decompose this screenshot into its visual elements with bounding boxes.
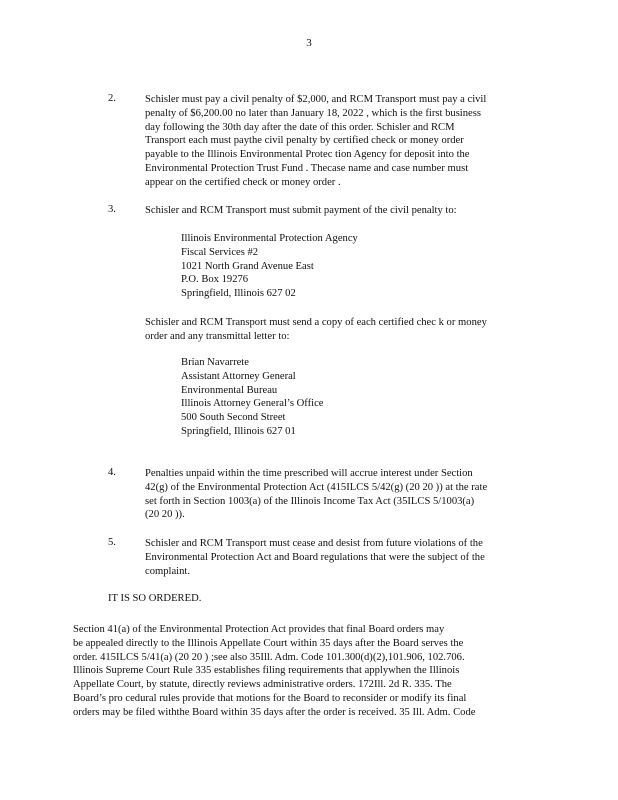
address-line: P.O. Box 19276 [181, 274, 249, 286]
text-line: Illinois Supreme Court Rule 335 establishes filing requirements that applywhen the Illinois [73, 665, 460, 677]
address-line: Environmental Bureau [181, 384, 278, 396]
text-line: 42(g) of the Environmental Protection Act (415ILCS 5/42(g) (20 20 )) at the rate [145, 481, 488, 493]
text-line: Environmental Protection Act and Board regulations that were the subject of the [145, 551, 485, 563]
text-line: Schisler must pay a civil penalty of $2,000, and RCM Transport must pay a civil [145, 94, 487, 105]
item-number: 5. [108, 537, 116, 548]
text-line: order. 415ILCS 5/41(a) (20 20 ) ;see also 35Ill. Adm. Code 101.300(d)(2),101.906, 102.706. [73, 651, 465, 663]
item-body [145, 467, 533, 522]
text-line: order and any transmittal letter to: [145, 330, 290, 342]
appeal-paragraph [73, 623, 533, 720]
text-line: payable to the Illinois Environmental Protec tion Agency for deposit into the [145, 149, 470, 161]
item-body [145, 537, 533, 578]
text-line: Environmental Protection Trust Fund . Thecase name and case number must [145, 162, 469, 174]
text-line: set forth in Section 1003(a) of the Illinois Income Tax Act (35ILCS 5/1003(a) [145, 495, 475, 507]
text-line: Section 41(a) of the Environmental Protection Act provides that final Board orders may [73, 624, 445, 635]
text-line: Schisler and RCM Transport must send a copy of each certified chec k or money [145, 317, 487, 328]
text-line: Schisler and RCM Transport must submit payment of the civil penalty to: [145, 205, 457, 216]
item-number: 3. [108, 204, 116, 215]
address-line: 1021 North Grand Avenue East [181, 260, 314, 272]
text-line: Appellate Court, by statute, directly reviews administrative orders. 172Ill. 2d R. 335. The [73, 679, 452, 691]
text-line: penalty of $6,200.00 no later than January 18, 2022 , which is the first business [145, 107, 481, 119]
address-line: Fiscal Services #2 [181, 246, 259, 258]
transmittal-paragraph [145, 316, 533, 344]
item-body [145, 93, 533, 190]
item-number: 2. [108, 93, 116, 104]
address-line: Springfield, Illinois 627 02 [181, 288, 296, 300]
transmittal-address [181, 356, 324, 439]
so-ordered-heading: IT IS SO ORDERED. [108, 593, 202, 604]
text-line: complaint. [145, 565, 191, 577]
item-number: 4. [108, 467, 116, 478]
payment-address [181, 232, 358, 301]
text-line: Board’s pro cedural rules provide that motions for the Board to reconsider or modify its final [73, 692, 467, 704]
text-line: Schisler and RCM Transport must cease and desist from future violations of the [145, 538, 483, 549]
address-line: Brian Navarrete [181, 357, 249, 368]
address-line: Illinois Environmental Protection Agency [181, 233, 358, 244]
text-line: be appealed directly to the Illinois Appellate Court within 35 days after the Board serves the [73, 637, 464, 649]
text-line: orders may be filed withthe Board within 35 days after the order is received. 35 Ill. Adm. Code [73, 706, 476, 718]
address-line: 500 South Second Street [181, 412, 286, 424]
text-line: appear on the certified check or money order . [145, 176, 341, 188]
address-line: Assistant Attorney General [181, 370, 296, 382]
page-number: 3 [306, 37, 312, 49]
text-line: (20 20 )). [145, 509, 185, 521]
address-line: Springfield, Illinois 627 01 [181, 425, 296, 437]
text-line: day following the 30th day after the date of this order. Schisler and RCM [145, 121, 455, 133]
text-line: Penalties unpaid within the time prescribed will accrue interest under Section [145, 468, 473, 479]
text-line: Transport each must paythe civil penalty by certified check or money order [145, 135, 464, 147]
address-line: Illinois Attorney General’s Office [181, 398, 324, 410]
item-body [145, 204, 533, 218]
